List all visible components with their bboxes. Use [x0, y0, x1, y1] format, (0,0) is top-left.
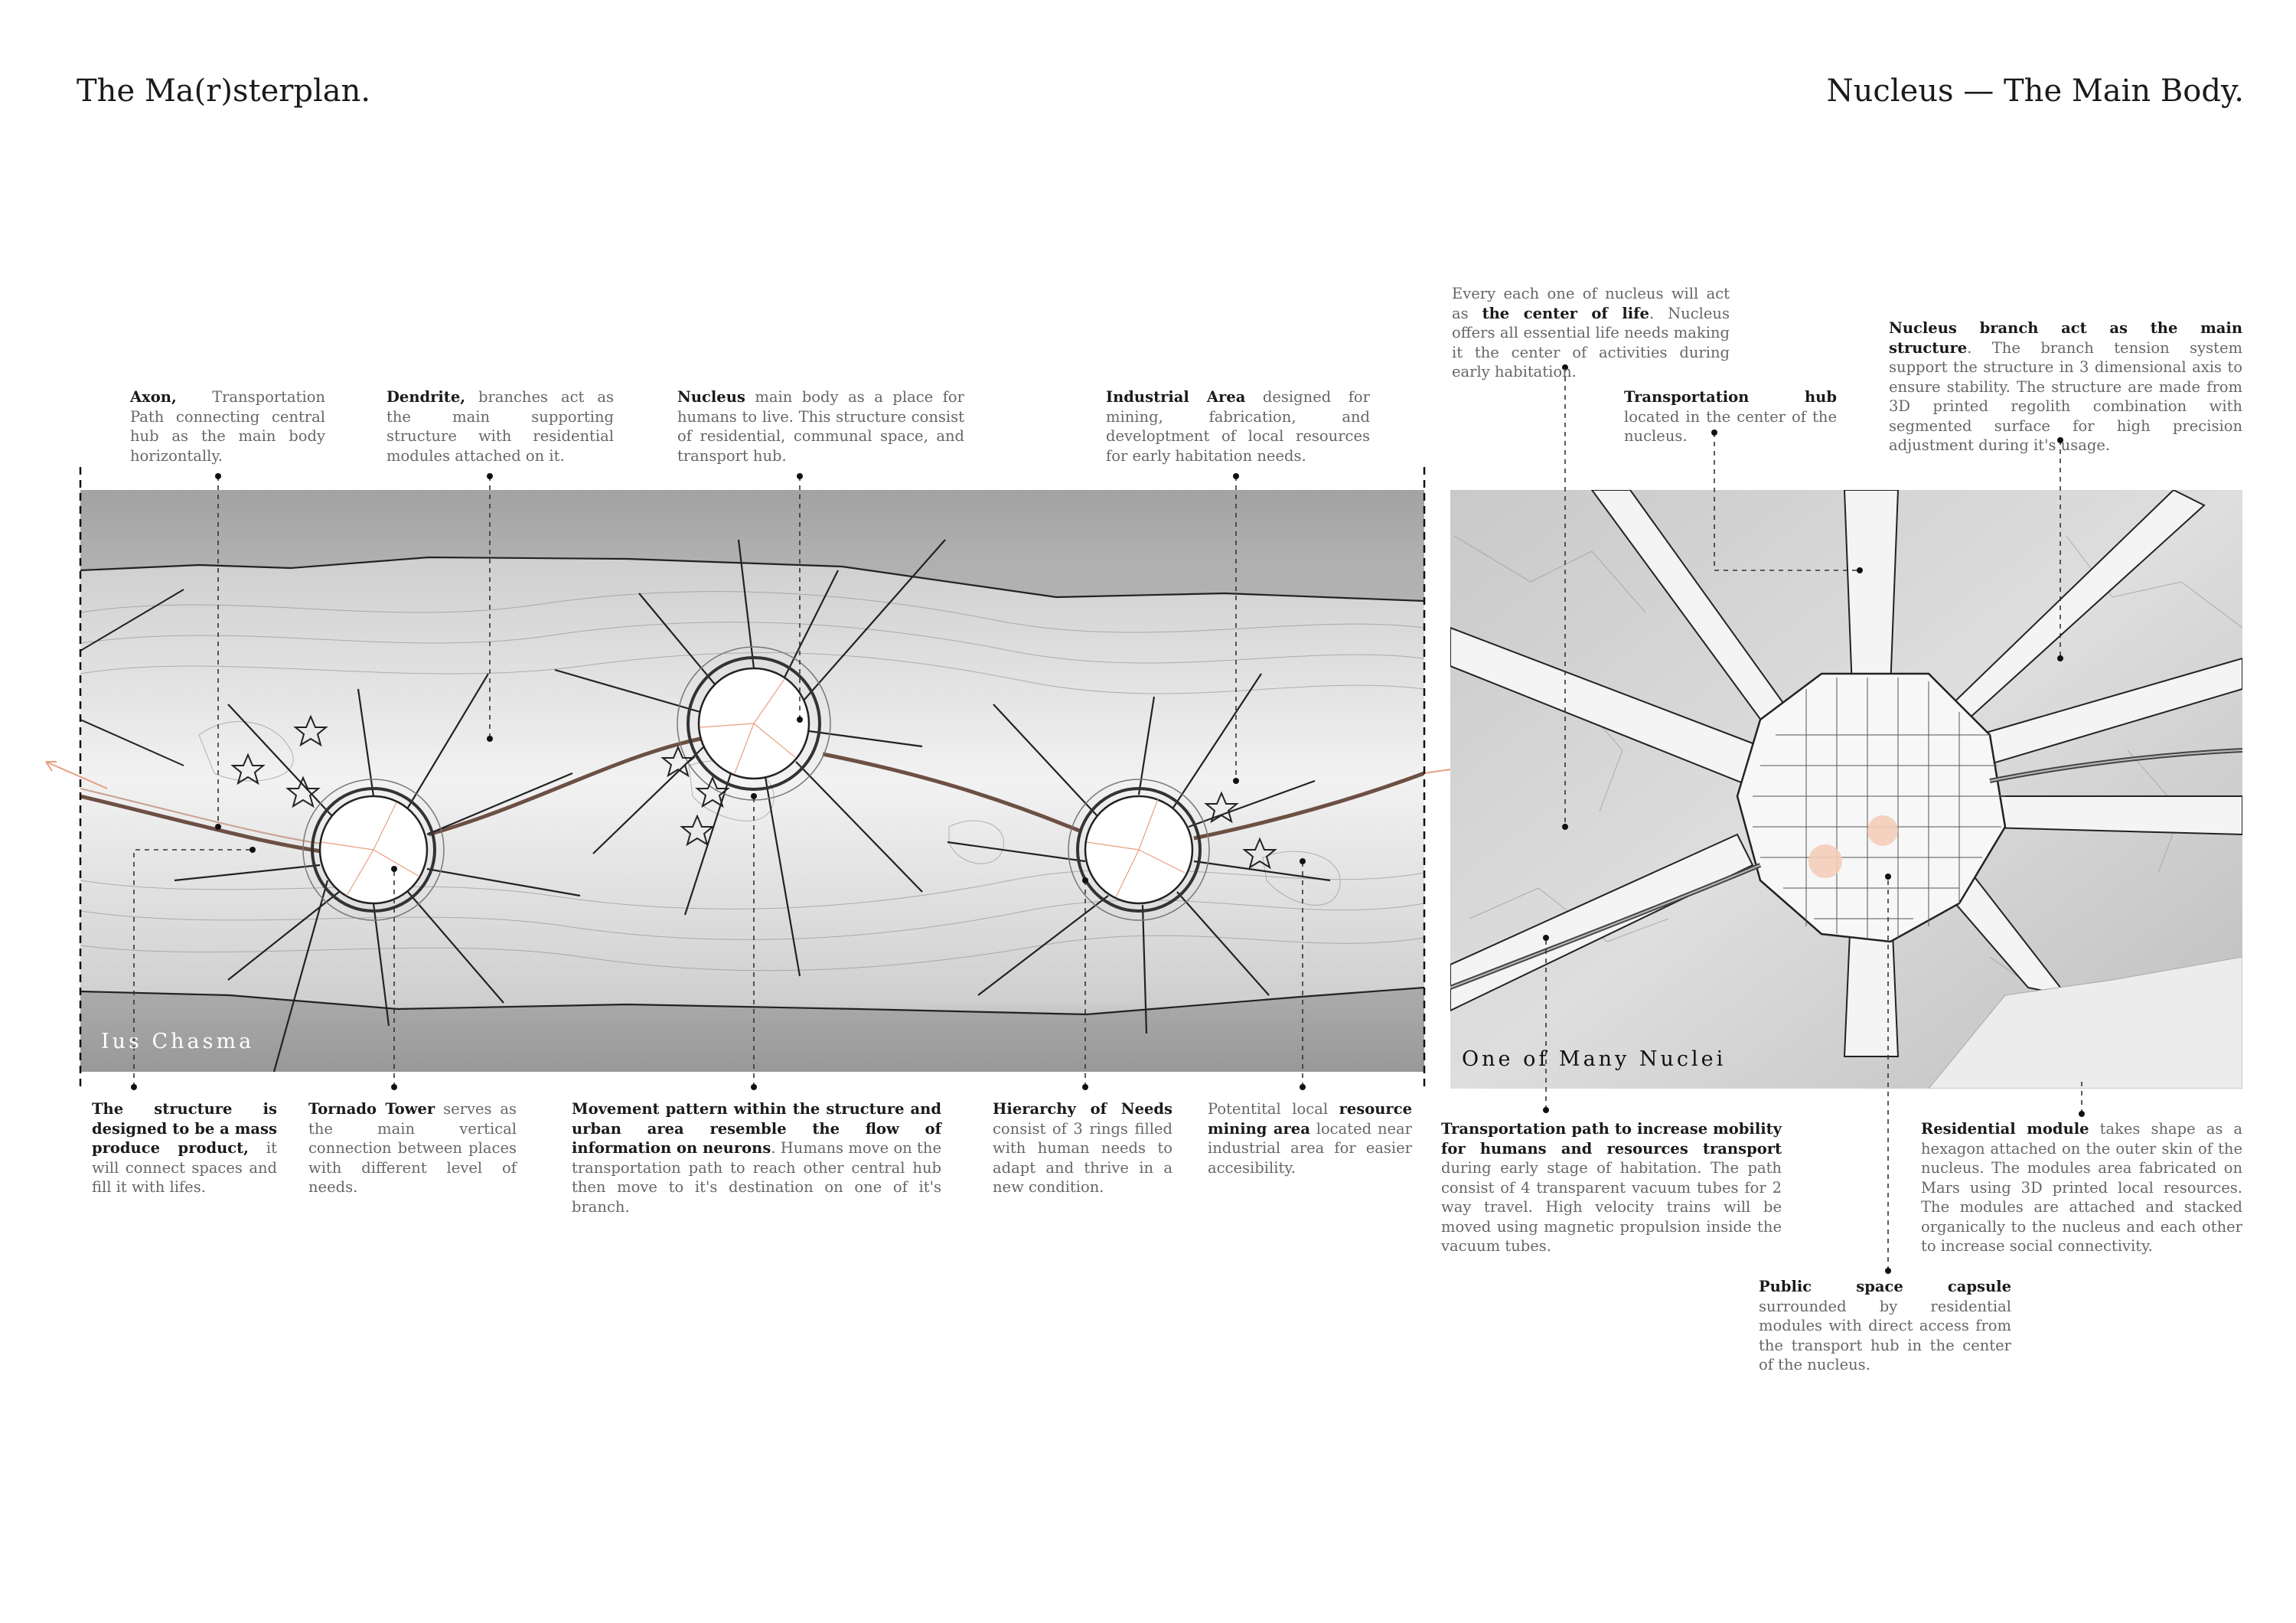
tornado-tower-annotation: Tornado Tower serves as the main vertical connection between places with different level of needs.	[308, 1100, 517, 1196]
public-space-capsule-annotation: Public space capsule surrounded by residential modules with direct access from the transport hub in the center of the nucleus.	[1759, 1278, 2011, 1373]
axon-annotation: Axon, Transportation Path connecting central hub as the main body horizontally.	[130, 388, 325, 465]
transport-path-annotation: Transportation path to increase mobility for humans and resources transport during early stage of habitation. The path consist of 4 transparent vacuum tubes for 2 way travel. High velocity trains will be moved using magnetic propulsion inside the vacuum tubes.	[1441, 1120, 1782, 1255]
nucleus-detail-drawing	[1450, 490, 2242, 1089]
residential-module-annotation: Residential module takes shape as a hexagon attached on the outer skin of the nucleus. The modules area fabricated on Mars using 3D printed local resources. The modules are attached and stacked organically to the nucleus and each other to increase social connectivity.	[1921, 1120, 2243, 1255]
nucleus-branch-annotation: Nucleus branch act as the main structure. The branch tension system support the structure in 3 dimensional axis to ensure stability. The structure are made from 3D printed regolith combination with segmented surface for high precision adjustment during it's usage.	[1889, 319, 2242, 454]
masterplan-map	[80, 490, 1424, 1072]
mass-produce-annotation: The structure is designed to be a mass produce product, it will connect spaces and fill it with lifes.	[92, 1100, 277, 1196]
nucleus-annotation: Nucleus main body as a place for humans to live. This structure consist of residential, communal space, and transport hub.	[677, 388, 964, 465]
transport-hub-annotation: Transportation hub located in the center of the nucleus.	[1624, 388, 1837, 445]
industrial-area-annotation: Industrial Area designed for mining, fabrication, and developtment of local resources for early habitation needs.	[1106, 388, 1370, 465]
masterplan-title: The Ma(r)sterplan.	[77, 73, 371, 109]
dendrite-annotation: Dendrite, branches act as the main supporting structure with residential modules attached on it.	[386, 388, 614, 465]
movement-pattern-annotation: Movement pattern within the structure and urban area resemble the flow of information on neurons. Humans move on the transportation path to reach other central hub then move to it's destination on one of it's branch.	[572, 1100, 941, 1216]
nucleus-title: Nucleus — The Main Body.	[1826, 73, 2244, 109]
center-of-life-annotation: Every each one of nucleus will act as the center of life. Nucleus offers all essential life needs making it the center of activities during early habitation.	[1452, 285, 1730, 380]
ius-chasma-label: Ius Chasma	[101, 1030, 255, 1053]
one-of-many-nuclei-label: One of Many Nuclei	[1462, 1047, 1727, 1071]
mining-area-annotation: Potentital local resource mining area located near industrial area for easier accesibility.	[1208, 1100, 1412, 1177]
hierarchy-of-needs-annotation: Hierarchy of Needs consist of 3 rings filled with human needs to adapt and thrive in a new condition.	[993, 1100, 1172, 1196]
